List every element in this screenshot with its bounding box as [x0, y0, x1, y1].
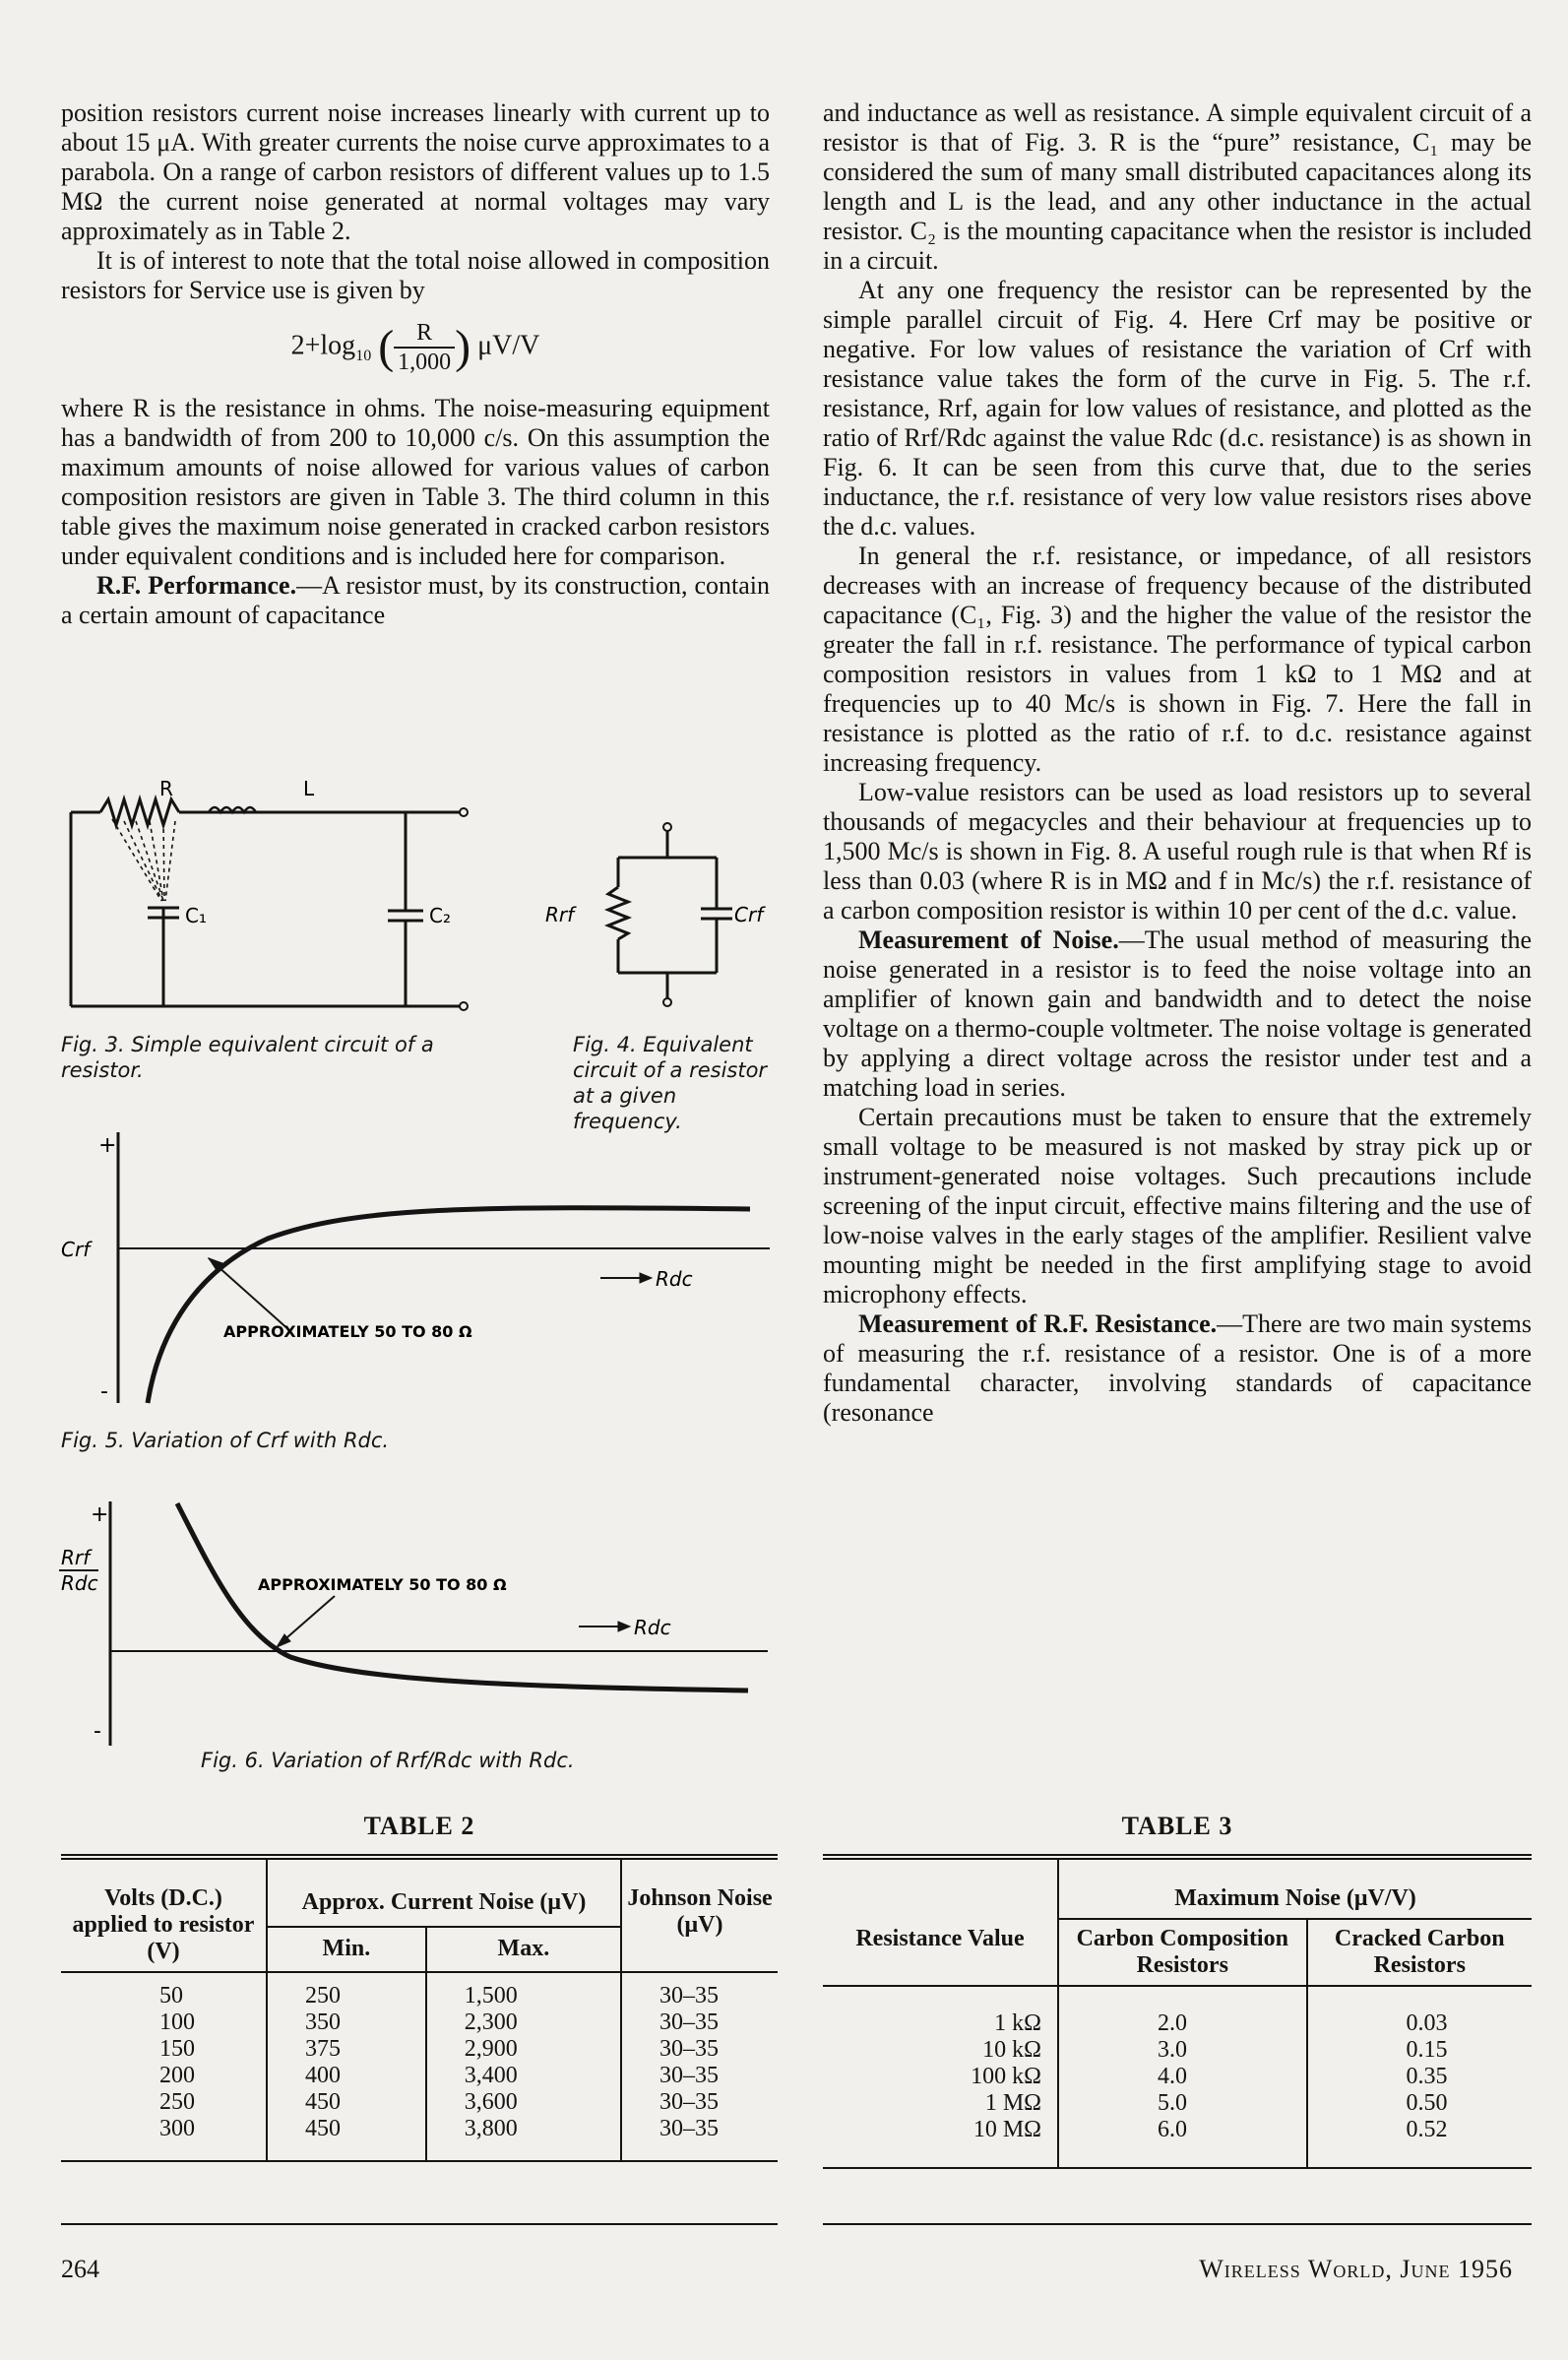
formula-unit: μV/V	[477, 330, 540, 361]
fig3-label-r: R	[159, 778, 173, 800]
fig4-circuit-diagram	[539, 813, 766, 1010]
table2-header-johnson: Johnson Noise (μV)	[621, 1859, 778, 1972]
left-paragraph-1: position resistors current noise increases linearly with current up to about 15 μA. With greater currents the noise curve approximates to a parabola. On a range of carbon resistors of different values up to 1.5 MΩ the current noise generated at normal voltages may vary approximately as in Table 2.	[61, 98, 770, 245]
table3-column-resistance: 1 kΩ 10 kΩ 100 kΩ 1 MΩ 10 MΩ	[971, 2010, 1041, 2142]
fig6-graph	[39, 1492, 768, 1757]
formula-prefix: 2+log	[290, 330, 356, 361]
formula-fraction	[394, 319, 455, 376]
table3-column-cracked: 0.03 0.15 0.35 0.50 0.52	[1307, 1986, 1532, 2168]
right-paragraph-3: In general the r.f. resistance, or impedance, of all resistors decreases with an increase of frequency because of the distributed capacitance (C₁, Fig. 3) and the higher the value of the resistor the greater the fall in r.f. resistance. The performance of typical carbon composition resistors in values from 1 kΩ to 1 MΩ and at frequencies up to 40 Mc/s is shown in Fig. 7. Here the fall in resistance is plotted as the ratio of r.f. to d.c. resistance against increasing frequency.	[823, 542, 1532, 777]
table2-header-min: Min.	[267, 1927, 426, 1972]
fig5-y-label: Crf	[61, 1238, 91, 1261]
fig4-label-rrf: Rrf	[545, 903, 575, 926]
left-paragraph-3: where R is the resistance in ohms. The noise-measuring equipment has a bandwidth of from 200 to 10,000 c/s. On this assumption the maximum amounts of noise allowed for various values of carbon composition resistors are given in Table 3. The third column in this table gives the maximum noise generated in cracked carbon resistors under equivalent conditions and is included here for comparison.	[61, 394, 770, 570]
fig3-label-c1: C₁	[185, 904, 207, 927]
table2-top-rule	[61, 1854, 778, 1856]
fig4-label-crf: Crf	[734, 903, 764, 926]
table3-header-carbon: Carbon Composition Resistors	[1058, 1919, 1307, 1986]
fig3-caption: Fig. 3. Simple equivalent circuit of a resistor.	[61, 1033, 434, 1082]
table3	[823, 1858, 1532, 2169]
right-paragraph-1: and inductance as well as resistance. A simple equivalent circuit of a resistor is that of Fig. 3. R is the “pure” resistance, C₁ may be considered the sum of many small distributed capacitances along its length and L is the lead, and any other inductance in the actual resistor. C₂ is the mounting capacitance when the resistor is included in a circuit.	[823, 98, 1532, 275]
table2-column-min: 250 350 375 400 450 450	[267, 1972, 426, 2161]
right-paragraph-6: Certain precautions must be taken to ensure that the extremely small voltage to be measured is not masked by stray pick up or instrument-generated noise voltages. Such precautions include screening of the input circuit, effective mains filtering and the use of low-noise valves in the early stages of the amplifier. Resilient valve mounting might be needed in the first amplifying stage to avoid microphony effects.	[823, 1103, 1532, 1308]
fig3-circuit-diagram	[61, 778, 494, 1024]
right-paragraph-4: Low-value resistors can be used as load resistors up to several thousands of megacycles and their behaviour at frequencies up to 1,500 Mc/s is shown in Fig. 8. A useful rough rule is that when Rf is less than 0.03 (where R is in MΩ and f in Mc/s) the r.f. resistance of a carbon composition resistor is within 10 per cent of the d.c. value.	[823, 778, 1532, 925]
page-number: 264	[61, 2255, 99, 2283]
table3-header-cracked: Cracked Carbon Resistors	[1307, 1919, 1532, 1986]
table3-column-carbon: 2.0 3.0 4.0 5.0 6.0	[1058, 1986, 1307, 2168]
left-column	[61, 98, 770, 768]
table3-header-max-noise: Maximum Noise (μV/V)	[1058, 1859, 1532, 1919]
fig6-y-label-den: Rdc	[61, 1571, 98, 1595]
fig6-minus: -	[94, 1719, 101, 1744]
fig4-caption: Fig. 4. Equivalent circuit of a resistor at a given frequency.	[573, 1033, 768, 1133]
fig6-caption: Fig. 6. Variation of Rrf/Rdc with Rdc.	[201, 1749, 575, 1772]
formula-close-paren: )	[455, 321, 471, 373]
fig6-annotation: APPROXIMATELY 50 TO 80 Ω	[258, 1575, 507, 1594]
table3-bottom-rule	[823, 2223, 1532, 2225]
fig3-label-c2: C₂	[429, 904, 451, 927]
fig6-plus: +	[91, 1502, 109, 1527]
right-column	[823, 98, 1532, 1792]
fig6-x-label: Rdc	[634, 1616, 671, 1639]
formula-subscript: 10	[355, 348, 372, 365]
measurement-rf-heading: Measurement of R.F. Resistance.	[858, 1309, 1218, 1338]
left-paragraph-2: It is of interest to note that the total noise allowed in composition resistors for Service use is given by	[61, 246, 770, 304]
table2-column-max: 1,500 2,300 2,900 3,400 3,600 3,800	[426, 1972, 621, 2161]
fig5-caption: Fig. 5. Variation of Crf with Rdc.	[61, 1429, 390, 1452]
left-paragraph-4	[61, 571, 770, 630]
table2-header-max: Max.	[426, 1927, 621, 1972]
fig5-x-label: Rdc	[656, 1267, 693, 1291]
fig5-graph	[61, 1122, 770, 1408]
journal-footer: Wireless World, June 1956	[1199, 2255, 1513, 2283]
fig5-minus: -	[100, 1379, 108, 1404]
noise-formula	[61, 319, 770, 376]
table2-header-current: Approx. Current Noise (μV)	[267, 1859, 621, 1927]
measurement-noise-text: —The usual method of measuring the noise generated in a resistor is to feed the noise voltage into an amplifier of known gain and bandwidth and to detect the noise voltage on a thermo-couple voltmeter. The noise voltage is generated by applying a direct voltage across the resistor under test and a matching load in series.	[823, 925, 1532, 1102]
table3-top-rule	[823, 1854, 1532, 1856]
table2-header-volts: Volts (D.C.) applied to resistor (V)	[61, 1859, 267, 1972]
right-paragraph-2: At any one frequency the resistor can be represented by the simple parallel circuit of Fig. 4. Here Crf may be positive or negative. For low values of resistance the variation of Crf with resistance value takes the form of the curve in Fig. 5. The r.f. resistance, Rrf, again for low values of resistance, and plotted as the ratio of Rrf/Rdc against the value Rdc (d.c. resistance) is as shown in Fig. 6. It can be seen from this curve that, due to the series inductance, the r.f. resistance of very low value resistors rises above the d.c. values.	[823, 276, 1532, 541]
table2	[61, 1858, 778, 2162]
table3-title: TABLE 3	[1121, 1812, 1233, 1840]
fig3-label-l: L	[303, 778, 315, 800]
formula-denominator: 1,000	[398, 350, 452, 375]
table2-title: TABLE 2	[363, 1812, 475, 1840]
right-paragraph-5	[823, 925, 1532, 1103]
fig5-annotation: APPROXIMATELY 50 TO 80 Ω	[223, 1322, 472, 1341]
fig5-plus: +	[98, 1133, 117, 1158]
measurement-noise-heading: Measurement of Noise.	[858, 925, 1119, 954]
measurement-rf-text: —There are two main systems of measuring the r.f. resistance of a resistor. One is of a more fundamental character, involving standards of capacitance (resonance	[823, 1309, 1532, 1427]
formula-open-paren: (	[378, 321, 395, 373]
right-paragraph-7	[823, 1309, 1532, 1428]
table3-header-resistance: Resistance Value	[823, 1859, 1058, 1986]
rf-performance-heading: R.F. Performance.	[96, 571, 297, 600]
fig6-y-label-num: Rrf	[61, 1546, 91, 1569]
formula-numerator: R	[394, 319, 455, 349]
table2-column-volts: 50 100 150 200 250 300	[159, 1983, 195, 2141]
rf-performance-text: —A resistor must, by its construction, contain a certain amount of capacitance	[61, 571, 770, 629]
table2-bottom-rule	[61, 2223, 778, 2225]
table2-column-johnson: 30–35 30–35 30–35 30–35 30–35 30–35	[621, 1972, 778, 2161]
